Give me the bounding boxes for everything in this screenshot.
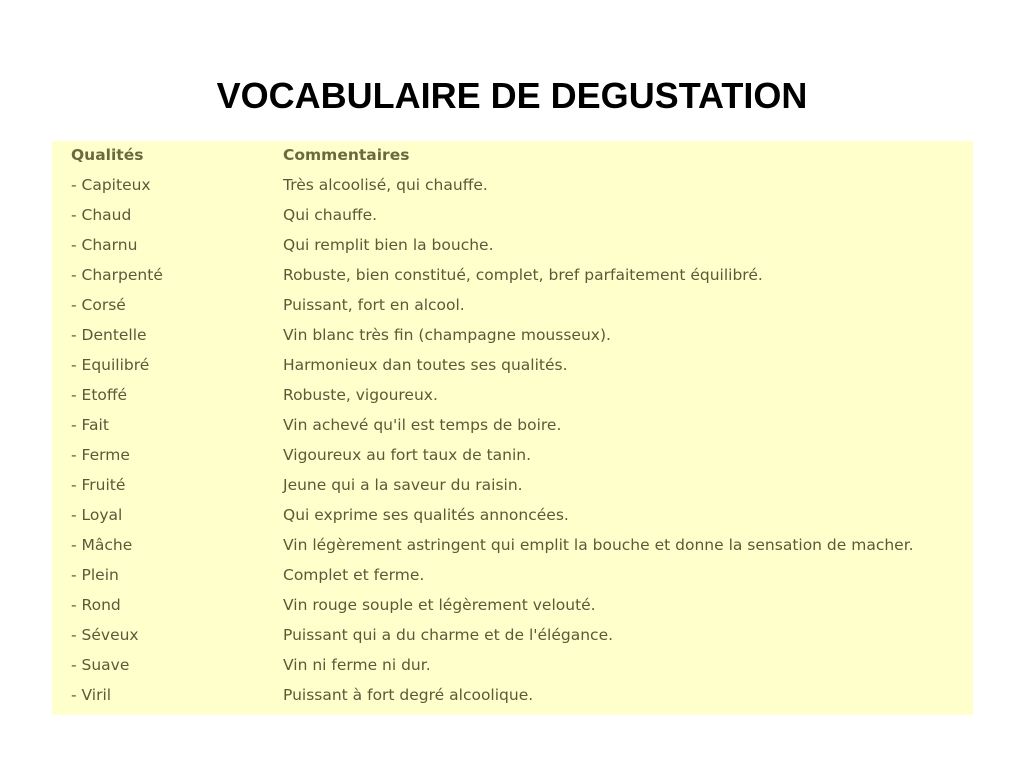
quality-comment: Puissant qui a du charme et de l'élégance.	[283, 626, 614, 644]
quality-comment: Vin ni ferme ni dur.	[283, 656, 431, 674]
quality-term: - Capiteux	[71, 176, 151, 194]
quality-term: - Corsé	[71, 296, 126, 314]
quality-comment: Vin achevé qu'il est temps de boire.	[283, 416, 562, 434]
quality-term: - Charpenté	[71, 266, 163, 284]
table-header-row	[71, 141, 966, 171]
vocabulary-table	[52, 141, 973, 715]
table-row	[71, 621, 966, 651]
table-row	[71, 261, 966, 291]
quality-term: - Ferme	[71, 446, 130, 464]
quality-comment: Vin blanc très fin (champagne mousseux).	[283, 326, 611, 344]
table-row	[71, 651, 966, 681]
table-row	[71, 531, 966, 561]
quality-comment: Complet et ferme.	[283, 566, 425, 584]
table-row	[71, 201, 966, 231]
header-qualites: Qualités	[71, 146, 144, 164]
quality-term: - Dentelle	[71, 326, 147, 344]
table-row	[71, 561, 966, 591]
quality-comment: Qui exprime ses qualités annoncées.	[283, 506, 569, 524]
table-row	[71, 381, 966, 411]
quality-term: - Etoffé	[71, 386, 128, 404]
quality-term: - Chaud	[71, 206, 132, 224]
table-row	[71, 351, 966, 381]
quality-comment: Jeune qui a la saveur du raisin.	[283, 476, 523, 494]
quality-comment: Vin légèrement astringent qui emplit la bouche et donne la sensation de macher.	[283, 536, 914, 554]
quality-term: - Charnu	[71, 236, 138, 254]
quality-comment: Très alcoolisé, qui chauffe.	[283, 176, 488, 194]
quality-comment: Vin rouge souple et légèrement velouté.	[283, 596, 596, 614]
quality-term: - Equilibré	[71, 356, 150, 374]
quality-term: - Plein	[71, 566, 119, 584]
quality-term: - Fait	[71, 416, 109, 434]
quality-term: - Viril	[71, 686, 112, 704]
table-row	[71, 501, 966, 531]
quality-term: - Fruité	[71, 476, 126, 494]
quality-term: - Mâche	[71, 536, 133, 554]
table-row	[71, 291, 966, 321]
table-row	[71, 441, 966, 471]
table-row	[71, 471, 966, 501]
quality-comment: Qui chauffe.	[283, 206, 378, 224]
quality-comment: Harmonieux dan toutes ses qualités.	[283, 356, 568, 374]
quality-term: - Rond	[71, 596, 121, 614]
header-commentaires: Commentaires	[283, 146, 410, 164]
quality-term: - Suave	[71, 656, 130, 674]
quality-comment: Robuste, vigoureux.	[283, 386, 438, 404]
table-row	[71, 171, 966, 201]
table-row	[71, 231, 966, 261]
table-row	[71, 681, 966, 711]
page-title: VOCABULAIRE DE DEGUSTATION	[216, 75, 808, 116]
quality-comment: Qui remplit bien la bouche.	[283, 236, 494, 254]
quality-term: - Séveux	[71, 626, 139, 644]
table-row	[71, 321, 966, 351]
quality-comment: Puissant à fort degré alcoolique.	[283, 686, 534, 704]
quality-comment: Puissant, fort en alcool.	[283, 296, 465, 314]
table-row	[71, 411, 966, 441]
quality-comment: Vigoureux au fort taux de tanin.	[283, 446, 532, 464]
table-row	[71, 591, 966, 621]
table-grid	[71, 141, 966, 711]
quality-term: - Loyal	[71, 506, 123, 524]
quality-comment: Robuste, bien constitué, complet, bref parfaitement équilibré.	[283, 266, 763, 284]
